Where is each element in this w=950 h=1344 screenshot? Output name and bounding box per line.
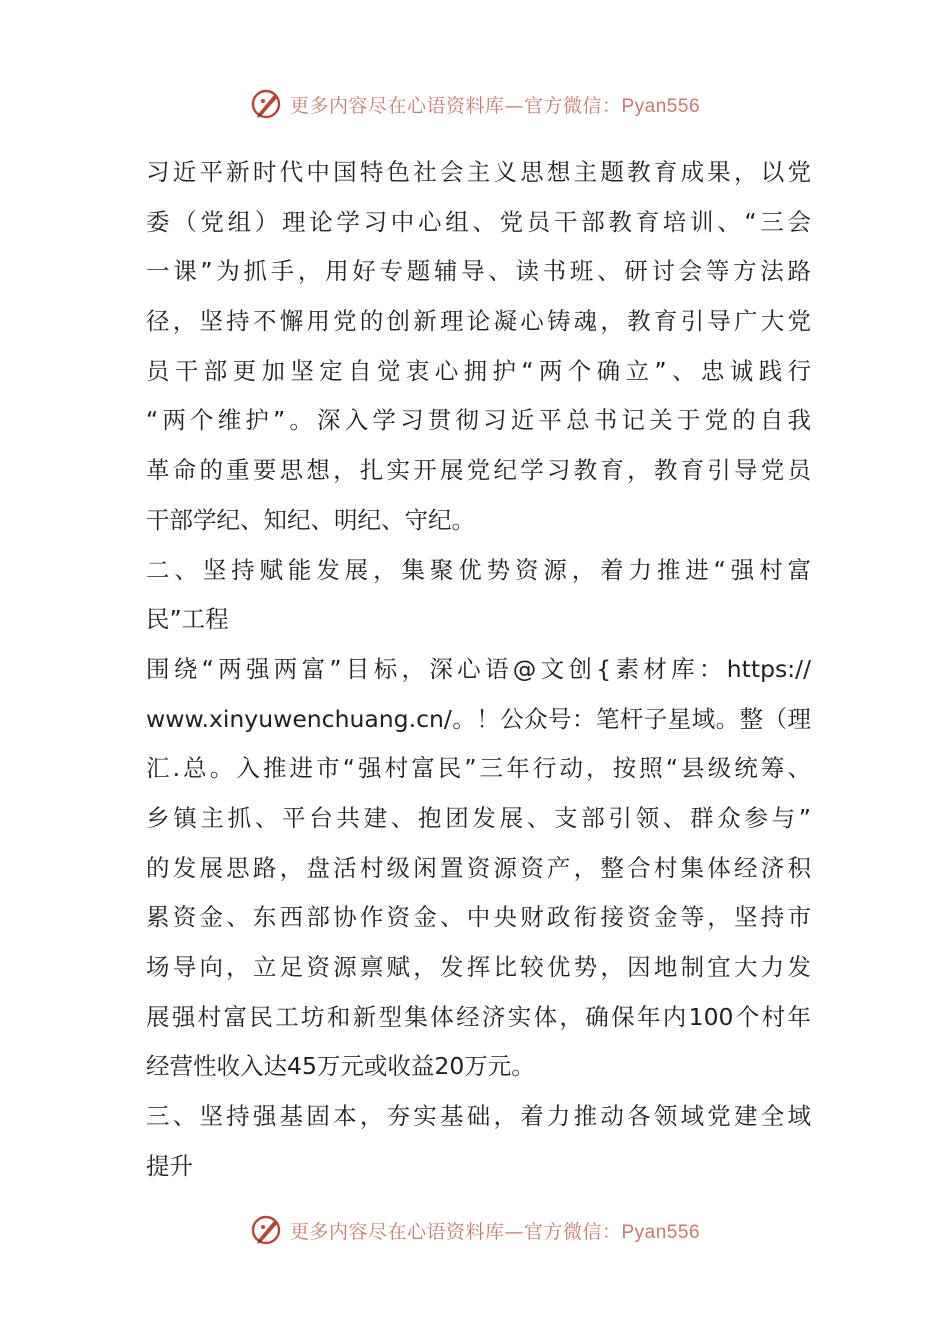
text-line: 乡镇主抓、平台共建、抱团发展、支部引领、群众参与” [146,803,811,832]
text-line: 汇.总。入推进市“强村富民”三年行动，按照“县级统筹、 [146,754,811,783]
text-line: 展强村富民工坊和新型集体经济实体，确保年内100个村年 [146,1002,811,1031]
footer-banner [0,1208,950,1252]
text-line: 的发展思路，盘活村级闲置资源资产，整合村集体经济积 [146,853,811,882]
text-line: 革命的重要思想，扎实开展党纪学习教育，教育引导党员 [146,456,811,485]
section-heading: 二、坚持赋能发展，集聚优势资源，着力推进“强村富 [146,555,811,584]
text-line: 一课”为抓手，用好专题辅导、读书班、研讨会等方法路 [146,257,811,286]
text-line: 员干部更加坚定自觉衷心拥护“两个确立”、忠诚践行 [146,356,811,385]
pen-logo-icon [250,1213,284,1247]
text-line: 经营性收入达45万元或收益20万元。 [146,1052,535,1081]
text-line: 围绕“两强两富”目标，深心语@文创{素材库：https:// [146,654,811,683]
text-line: 干部学纪、知纪、明纪、守纪。 [146,505,475,534]
section-heading: 提升 [146,1151,193,1180]
banner-text: 更多内容尽在心语资料库—官方微信：Pyan556 [289,94,701,117]
header-banner [0,82,950,126]
text-line: www.xinyuwenchuang.cn/。！公众号：笔杆子星域。整（理 [146,704,811,733]
document-body [146,148,811,1191]
section-heading: 三、坚持强基固本，夯实基础，着力推动各领域党建全域 [146,1102,811,1131]
text-line: 场导向，立足资源禀赋，发挥比较优势，因地制宜大力发 [146,953,811,981]
text-line: 委（党组）理论学习中心组、党员干部教育培训、“三会 [146,207,811,236]
banner-text: 更多内容尽在心语资料库—官方微信：Pyan556 [289,1220,701,1243]
text-line: 径，坚持不懈用党的创新理论凝心铸魂，教育引导广大党 [146,307,811,336]
pen-logo-icon [250,87,284,121]
text-line: “两个维护”。深入学习贯彻习近平总书记关于党的自我 [146,406,811,435]
section-heading: 民”工程 [146,605,229,634]
text-line: 习近平新时代中国特色社会主义思想主题教育成果，以党 [146,158,811,186]
text-line: 累资金、东西部协作资金、中央财政衔接资金等，坚持市 [146,903,811,932]
